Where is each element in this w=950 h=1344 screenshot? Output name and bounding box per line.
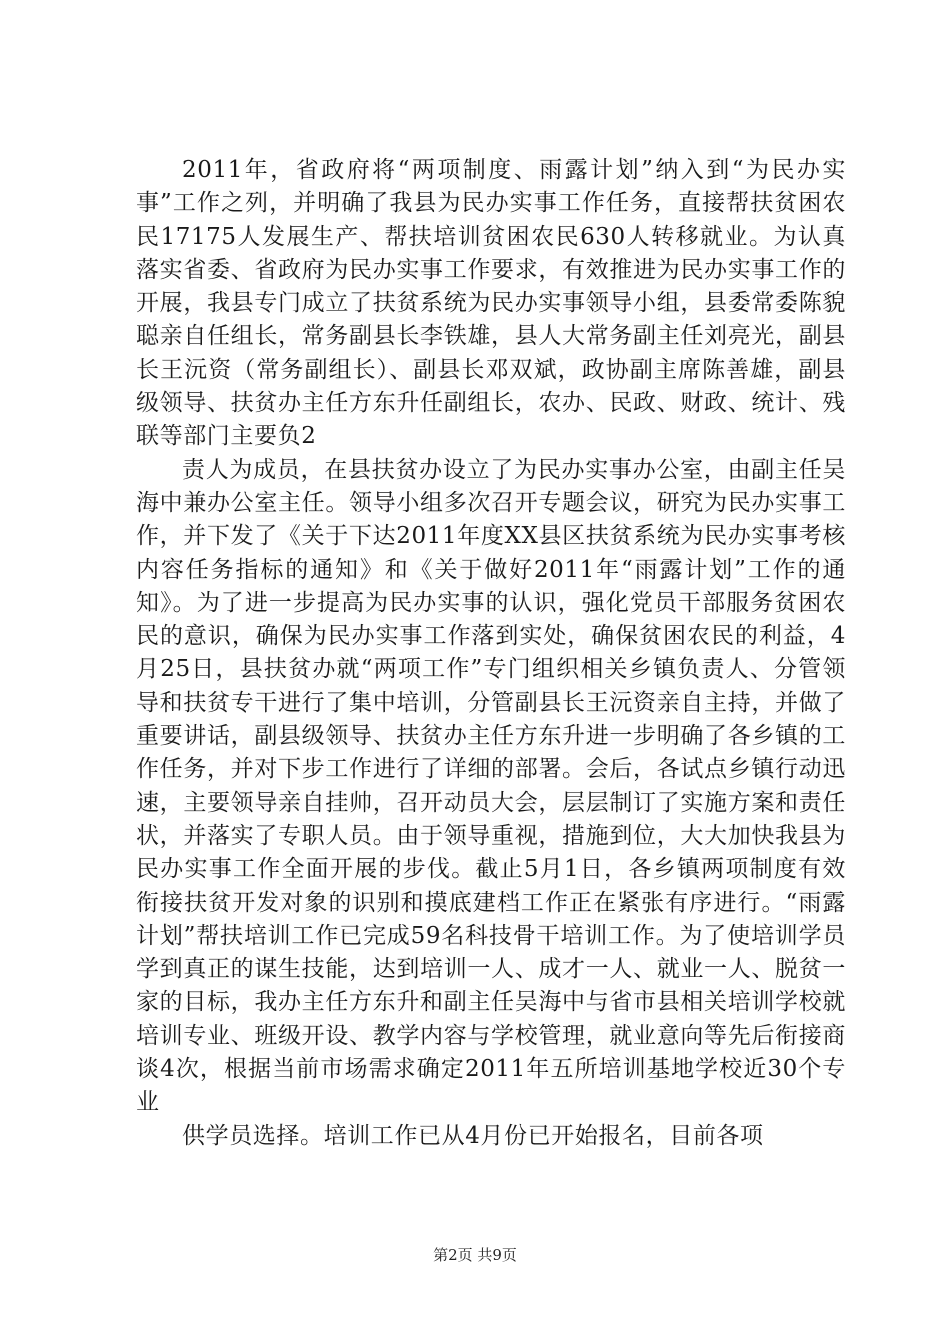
paragraph-2: 责人为成员，在县扶贫办设立了为民办实事办公室，由副主任吴海中兼办公室主任。领导小组多次召开专题会议，研究为民办实事工作，并下发了《关于下达2011年度XX县区扶贫系统为民办实事考核内容任务指标的通知》和《关于做好2011年“雨露计划”工作的通知》。为了进一步提高为民办实事的认识，强化党员干部服务贫困农民的意识，确保为民办实事工作落到实处，确保贫困农民的利益，4月25日，县扶贫办就“两项工作”专门组织相关乡镇负责人、分管领导和扶贫专干进行了集中培训，分管副县长王沅资亲自主持，并做了重要讲话，副县级领导、扶贫办主任方东升进一步明确了各乡镇的工作任务，并对下步工作进行了详细的部署。会后，各试点乡镇行动迅速，主要领导亲自挂帅，召开动员大会，层层制订了实施方案和责任状，并落实了专职人员。由于领导重视，措施到位，大大加快我县为民办实事工作全面开展的步伐。截止5月1日，各乡镇两项制度有效衔接扶贫开发对象的识别和摸底建档工作正在紧张有序进行。“雨露计划”帮扶培训工作已完成59名科技骨干培训工作。为了使培训学员学到真正的谋生技能，达到培训一人、成才一人、就业一人、脱贫一家的目标，我办主任方东升和副主任吴海中与省市县相关培训学校就培训专业、班级开设、教学内容与学校管理，就业意向等先后衔接商谈4次，根据当前市场需求确定2011年五所培训基地学校近30个专业 xyxy=(136,456,846,1116)
page-number-footer: 第2页 共9页 xyxy=(433,1246,517,1264)
paragraph-3: 供学员选择。培训工作已从4月份已开始报名，目前各项 xyxy=(182,1122,764,1149)
paragraph-1: 2011年，省政府将“两项制度、雨露计划”纳入到“为民办实事”工作之列，并明确了我县为民办实事工作任务，直接帮扶贫困农民17175人发展生产、帮扶培训贫困农民630人转移就业。为认真落实省委、省政府为民办实事工作要求，有效推进为民办实事工作的开展，我县专门成立了扶贫系统为民办实事领导小组，县委常委陈貌聪亲自任组长，常务副县长李铁雄，县人大常务副主任刘亮光，副县长王沅资（常务副组长）、副县长邓双斌，政协副主席陈善雄，副县级领导、扶贫办主任方东升任副组长，农办、民政、财政、统计、残联等部门主要负2 xyxy=(136,157,846,450)
document-body xyxy=(136,154,846,1153)
